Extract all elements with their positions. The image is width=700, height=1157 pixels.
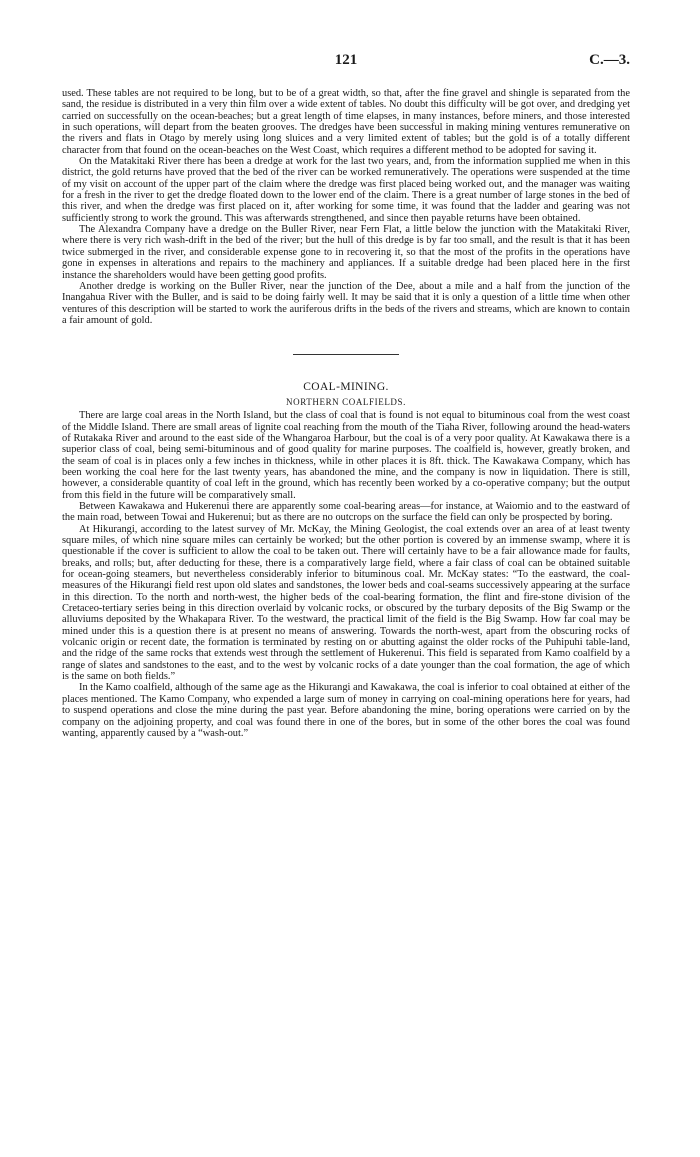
paragraph: On the Matakitaki River there has been a dredge at work for the last two years, and, from the information supplied me when in this district, the gold returns have proved that the bed of the river can be worked remuneratively. The operations were suspended at the time of my visit on account of the upper part of the claim where the dredge was first placed being worked out, and the manager was waiting for a fresh in the river to get the dredge floated down to the lower end of the claim. There is a great number of large stones in the bed of this river, and when the dredge was first placed on it, after working for some time, it was found that the ladder and gearing was not sufficiently strong to work the ground. This was afterwards strengthened, and since then payable returns have been obtained. bbox=[62, 156, 630, 224]
page-number: 121 bbox=[334, 52, 358, 68]
section-title: COAL-MINING. bbox=[303, 381, 389, 394]
document-reference: C.—3. bbox=[589, 52, 630, 68]
dredging-section bbox=[62, 88, 630, 326]
document-page bbox=[62, 52, 630, 739]
paragraph: Another dredge is working on the Buller River, near the junction of the Dee, about a mile and a half from the junction of the Inangahua River with the Buller, and is said to be doing fairly well. It may be said that it is only a question of a little time when other ventures of this description will be started to work the auriferous drifts in the beds of the rivers and streams, which are known to contain a fair amount of gold. bbox=[62, 280, 630, 326]
page-header bbox=[62, 52, 630, 74]
paragraph: In the Kamo coalfield, although of the same age as the Hikurangi and Kawakawa, the coal is inferior to coal obtained at either of the places mentioned. The Kamo Company, who expended a large sum of money in carrying on coal-mining operations here for years, had to suspend operations and close the mine during the past year. Before abandoning the mine, boring operations were carried on by the company on the adjoining property, and coal was found there in one of the bores, but in some of the other bores the coal was found wanting, apparently caused by a “wash-out.” bbox=[62, 682, 630, 739]
section-subtitle: NORTHERN COALFIELDS. bbox=[286, 397, 406, 408]
paragraph: used. These tables are not required to be long, but to be of a great width, so that, after the fine gravel and shingle is separated from the sand, the residue is distributed in a very thin film over a wide extent of tables. No doubt this difficulty will be got over, and dredging yet carried on successfully on the ocean-beaches; but a great length of time elapses, in many instances, before miners, and those interested in such operations, will depart from the beaten grooves. The dredges have been successful in making mining ventures remunerative on the rivers and flats in Otago by merely using long sluices and a very limited extent of tables; but the gold is of a totally different character from that found on the ocean-beaches on the West Coast, which requires a different method to be adopted for saving it. bbox=[62, 88, 630, 156]
paragraph: At Hikurangi, according to the latest survey of Mr. McKay, the Mining Geologist, the coal extends over an area of at least twenty square miles, of which nine square miles can certainly be worked; but the other portion is covered by an immense swamp, where it is questionable if the cover is sufficient to allow the coal to be taken out. There will certainly have to be a fair allowance made for faults, breaks, and rolls; but, after deducting for these, there is a comparatively large field, where a fair class of coal can be obtained suitable for ocean-going steamers, but nevertheless considerably inferior to bituminous coal. Mr. McKay states: “To the eastward, the coal-measures of the Hikurangi field rest upon old slates and sandstones, the lower beds and coal-seams successively appearing at the surface in this direction. To the north and north-west, the higher beds of the coal-bearing formation, the flint and fire-stone division of the Cretaceo-tertiary series being in this direction overlaid by volcanic rocks, or obscured by the turbary deposits of the Big Swamp or the alluviums deposited by the Whakapara River. To the westward, the practical limit of the field is the Big Swamp. How far coal may be mined under this is a question there is at present no means of answering. Towards the north-west, apart from the obscuring rocks of volcanic origin or recent date, the formation is terminated by resting on or abutting against the older rocks of the Puhipuhi table-land, and the ridge of the same rocks that extends west through the settlement of Hukerenui. This field is separated from Kamo coalfield by a range of slates and sandstones to the east, and to the west by volcanic rocks of a date younger than the coal formation, the age of which is the same on both fields.” bbox=[62, 523, 630, 683]
section-divider bbox=[293, 354, 399, 355]
coal-mining-section bbox=[62, 381, 630, 739]
paragraph: The Alexandra Company have a dredge on the Buller River, near Fern Flat, a little below the junction with the Matakitaki River, where there is very rich wash-drift in the bed of the river; but the hull of this dredge is by far too small, and the result is that it has been twice submerged in the river, and considerable expense gone to in recovering it, so that the most of the profits in the operations have gone in expenses in alterations and repairs to the machinery and appliances. If a suitable dredge had been placed here in the first instance the shareholders would have been getting good profits. bbox=[62, 224, 630, 281]
paragraph: Between Kawakawa and Hukerenui there are apparently some coal-bearing areas—for instance, at Waiomio and to the eastward of the main road, between Towai and Hukerenui; but as there are no outcrops on the surface the field can only be prospected by boring. bbox=[62, 500, 630, 524]
paragraph: There are large coal areas in the North Island, but the class of coal that is found is not equal to bituminous coal from the west coast of the Middle Island. There are small areas of lignite coal reaching from the mouth of the Tiaha River, following around the head-waters of Rutakaka River and around to the east side of the Whangaroa Harbour, but the coal is of a very poor quality. At Kawakawa there is a superior class of coal, being semi-bituminous and of good quality for marine purposes. The coalfield is, however, greatly broken, and the seam of coal is in places only a few inches in thickness, while in other places it is 8ft. thick. The Kawakawa Company, which has been working the coal here for the last twenty years, has abandoned the mine, and the company is now in liquidation. There is still, however, a considerable quantity of coal left in the ground, which has recently been worked by a co-operative company; but the output from this field in the future will be comparatively small. bbox=[62, 410, 630, 501]
